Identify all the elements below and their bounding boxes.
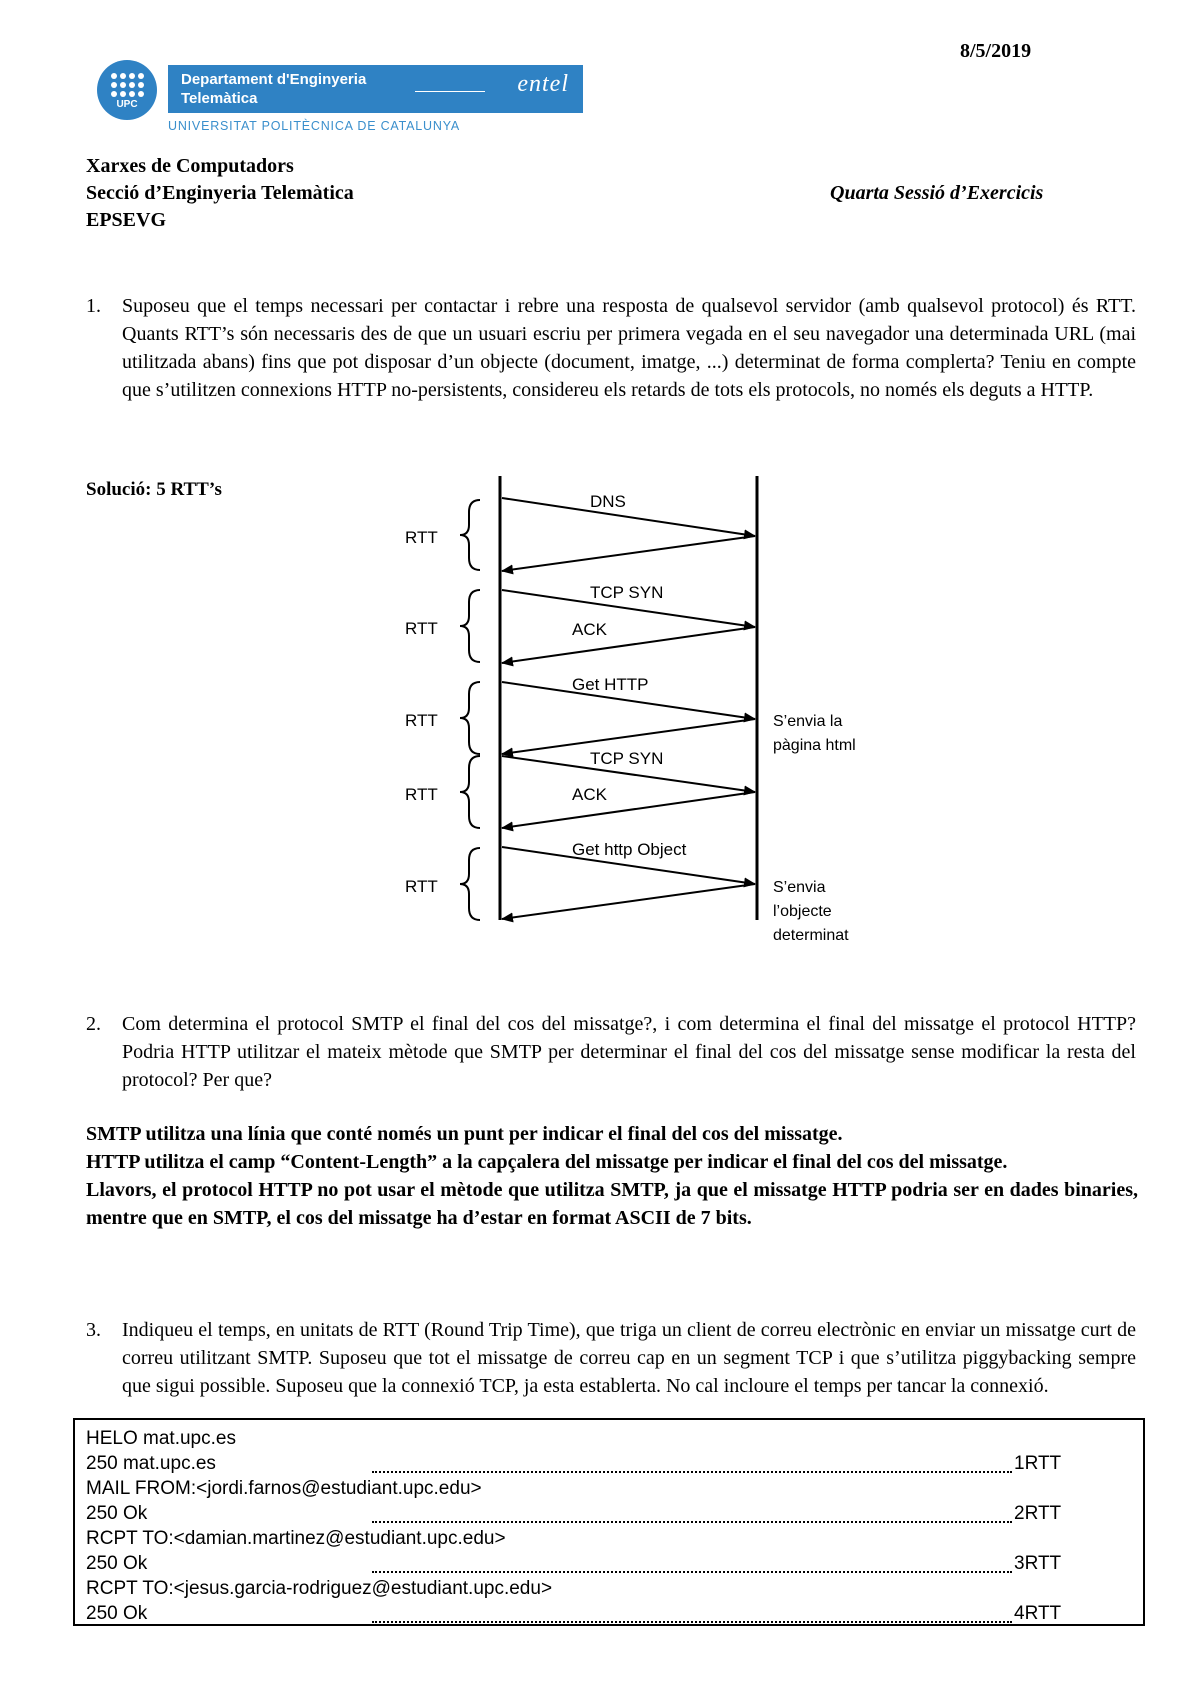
solution-label: Solució: 5 RTT’s <box>86 479 222 500</box>
upc-dots-icon <box>111 73 144 97</box>
dot-leader <box>372 1471 1012 1473</box>
question-text: Suposeu que el temps necessari per contactar i rebre una resposta de qualsevol servidor (amb qualsevol protocol) és RTT. Quants RTT’s són necessaris des de que un usuari escriu per primera vegada en el seu navegador una determinada URL (mai utilitzada abans) fins que pot disposar d’un objecte (document, imatge, ...) determinat de forma complerta? Teniu en compte que s’utilitzen connexions HTTP no-persistents, considereu els retards de tots els protocols, no només els deguts a HTTP. <box>122 295 1136 401</box>
smtp-row <box>86 1503 1086 1528</box>
server-note-line: S’envia la <box>773 713 843 730</box>
answer-line: SMTP utilitza una línia que conté només un punt per indicar el final del cos del missatge. <box>86 1123 843 1145</box>
response-arrow <box>502 792 755 828</box>
smtp-reply: 250 Ok <box>86 1603 148 1624</box>
session-title: Quarta Sessió d’Exercicis <box>830 182 1044 204</box>
brace-icon <box>460 500 480 570</box>
question-1 <box>86 292 1136 404</box>
rtt-label: RTT <box>405 711 438 730</box>
course-section: Secció d’Enginyeria Telemàtica <box>86 182 354 204</box>
question-number: 2. <box>86 1013 101 1035</box>
question-text: Com determina el protocol SMTP el final del cos del missatge?, i com determina el final del missatge el protocol HTTP? Podria HTTP utilitzar el mateix mètode que SMTP per determinar el final del cos del missatge sense modificar la resta del protocol? Per que? <box>122 1013 1136 1091</box>
rtt-count: 4RTT <box>1014 1603 1062 1624</box>
server-note-line: determinat <box>773 927 849 944</box>
dot-leader <box>372 1571 1012 1573</box>
rtt-label: RTT <box>405 528 438 547</box>
request-arrow <box>502 498 755 536</box>
arrow-label-ack: ACK <box>572 620 607 639</box>
rtt-count: 2RTT <box>1014 1503 1062 1524</box>
smtp-row <box>86 1428 1086 1453</box>
brace-icon <box>460 756 480 828</box>
entel-swoosh-icon <box>415 91 485 92</box>
arrow-label-tcp-syn: TCP SYN <box>590 583 664 602</box>
rtt-sequence-diagram <box>380 470 900 950</box>
question-text: Indiqueu el temps, en unitats de RTT (Round Trip Time), que triga un client de correu electrònic en enviar un missatge curt de correu utilitzant SMTP. Suposeu que tot el missatge de correu cap en un segment TCP i que s’utilitza piggybacking sempre que sigui possible. Suposeu que la connexió TCP, ja esta establerta. No cal incloure el temps per tancar la connexió. <box>122 1319 1136 1397</box>
smtp-reply: 250 Ok <box>86 1503 148 1524</box>
rtt-count: 3RTT <box>1014 1553 1062 1574</box>
arrow-label-ack: ACK <box>572 785 607 804</box>
department-name-line1: Departament d'Enginyeria <box>181 71 367 88</box>
server-note-line: S’envia <box>773 879 826 896</box>
smtp-reply: 250 mat.upc.es <box>86 1453 216 1474</box>
server-note-line: l’objecte <box>773 903 832 920</box>
rtt-label: RTT <box>405 785 438 804</box>
arrow-label-get-http-object: Get http Object <box>572 840 687 859</box>
answer-line: Llavors, el protocol HTTP no pot usar el mètode que utilitza SMTP, ja que el missatge HTTP podria ser en dades binaries, mentre que en SMTP, el cos del missatge ha d’estar en format ASCII de 7 bits. <box>86 1179 1138 1229</box>
department-logo-band <box>168 65 583 113</box>
question-number: 1. <box>86 295 101 317</box>
server-note-line: pàgina html <box>773 737 856 754</box>
upc-mark-text: UPC <box>116 98 138 110</box>
brace-icon <box>460 848 480 920</box>
question-3 <box>86 1316 1136 1400</box>
brace-icon <box>460 590 480 662</box>
arrow-label-tcp-syn: TCP SYN <box>590 749 664 768</box>
smtp-row <box>86 1528 1086 1553</box>
arrow-label-get-http: Get HTTP <box>572 675 649 694</box>
upc-logo-mark <box>97 60 157 120</box>
smtp-command: RCPT TO:<jesus.garcia-rodriguez@estudiant.upc.edu> <box>86 1578 553 1599</box>
answer-line: HTTP utilitza el camp “Content-Length” a la capçalera del missatge per indicar el final del cos del missatge. <box>86 1151 1008 1173</box>
course-school: EPSEVG <box>86 209 167 231</box>
arrow-label-dns: DNS <box>590 492 626 511</box>
university-name: UNIVERSITAT POLITÈCNICA DE CATALUNYA <box>168 119 461 133</box>
dot-leader <box>372 1621 1012 1623</box>
rtt-label: RTT <box>405 619 438 638</box>
answer-block <box>86 1120 1138 1232</box>
smtp-command: RCPT TO:<damian.martinez@estudiant.upc.edu> <box>86 1528 506 1549</box>
rtt-label: RTT <box>405 877 438 896</box>
smtp-reply: 250 Ok <box>86 1553 148 1574</box>
question-2 <box>86 1010 1136 1094</box>
question-number: 3. <box>86 1319 101 1341</box>
entel-brand: entel <box>517 71 569 97</box>
smtp-row <box>86 1553 1086 1578</box>
rtt-count: 1RTT <box>1014 1453 1062 1474</box>
response-arrow <box>502 536 755 571</box>
smtp-row <box>86 1578 1086 1603</box>
department-name-line2: Telemàtica <box>181 90 258 107</box>
response-arrow <box>502 627 755 663</box>
smtp-row <box>86 1603 1086 1628</box>
smtp-row <box>86 1453 1086 1478</box>
smtp-row <box>86 1478 1086 1503</box>
smtp-command: MAIL FROM:<jordi.farnos@estudiant.upc.edu> <box>86 1478 482 1499</box>
response-arrow <box>502 884 755 919</box>
dot-leader <box>372 1521 1012 1523</box>
brace-icon <box>460 682 480 754</box>
document-date: 8/5/2019 <box>960 40 1032 62</box>
course-title: Xarxes de Computadors <box>86 155 294 177</box>
smtp-command: HELO mat.upc.es <box>86 1428 236 1449</box>
